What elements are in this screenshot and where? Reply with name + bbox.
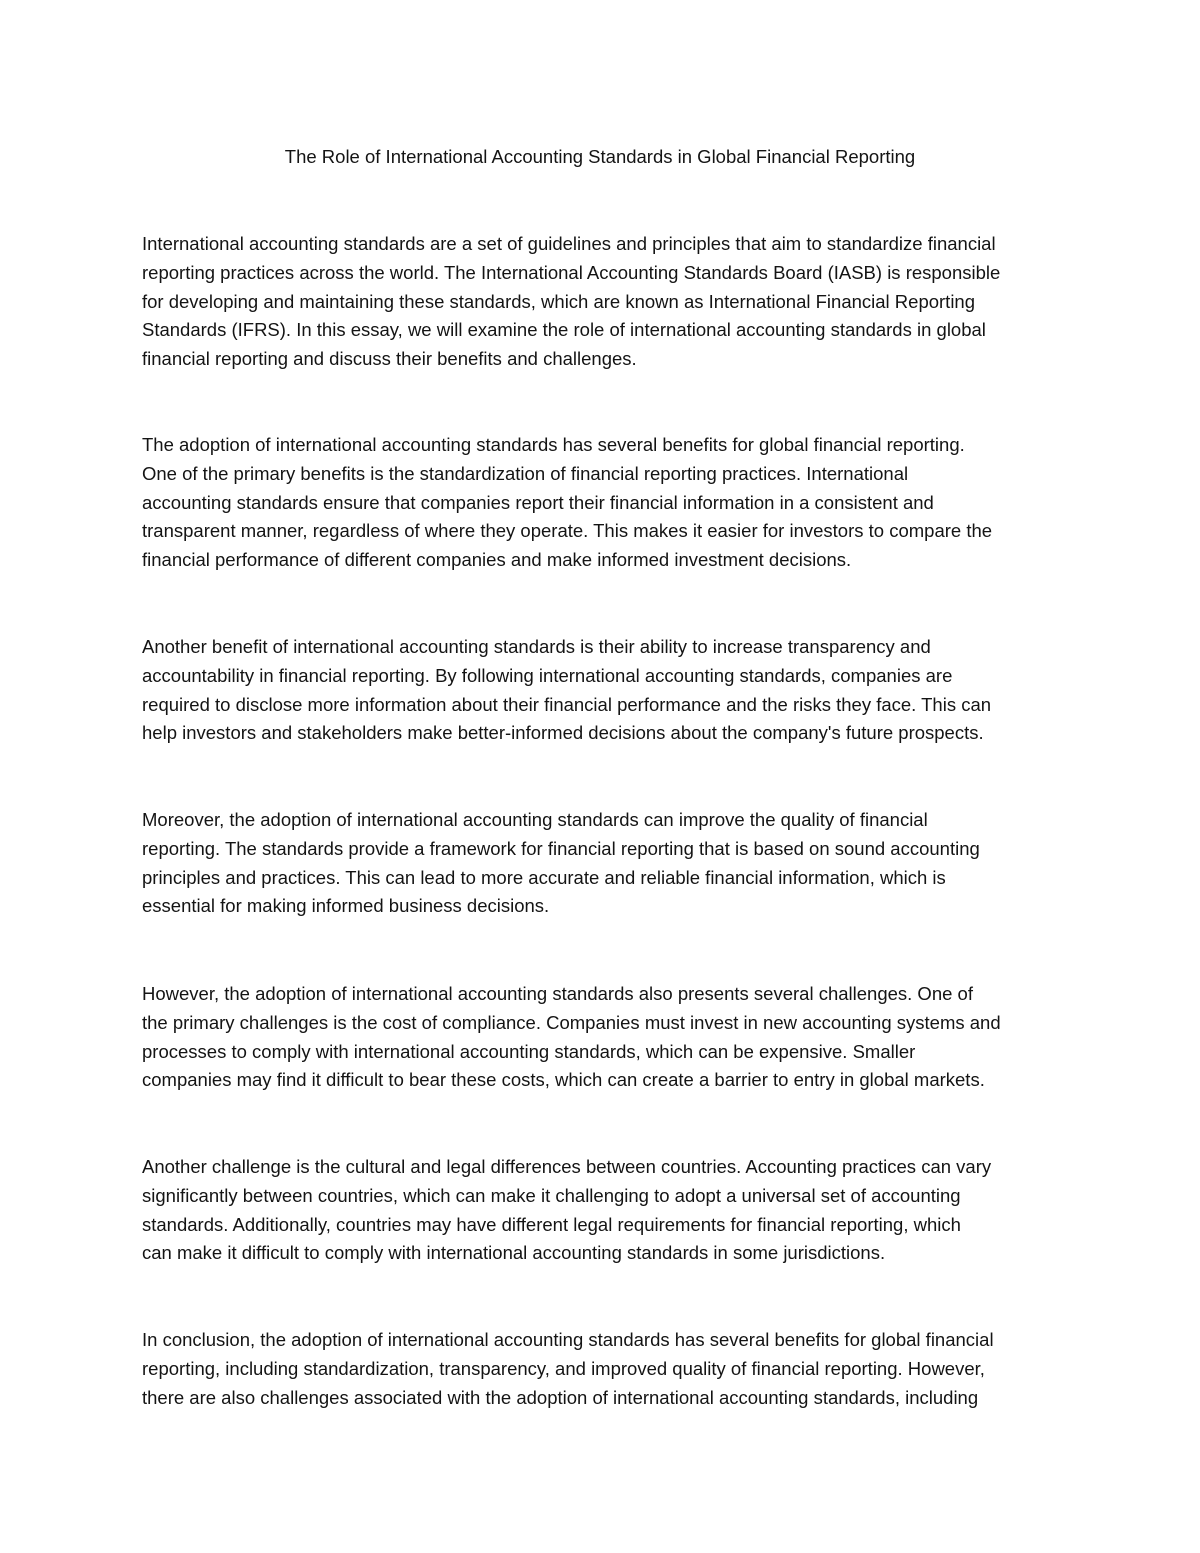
paragraph-benefits-quality <box>142 806 1082 921</box>
text-line: However, the adoption of international accounting standards also presents several challenges. One of <box>142 983 973 1004</box>
text-line: Another challenge is the cultural and legal differences between countries. Accounting practices can vary <box>142 1156 992 1177</box>
text-line: The adoption of international accounting standards has several benefits for global financial reporting. <box>142 434 965 455</box>
text-line: there are also challenges associated with the adoption of international accounting standards, including <box>142 1386 979 1408</box>
paragraph-challenges-differences <box>142 1153 1082 1268</box>
text-line: Moreover, the adoption of international accounting standards can improve the quality of financial <box>142 809 928 830</box>
text-line: reporting. The standards provide a framework for financial reporting that is based on sound accounting <box>142 837 980 859</box>
text-line: financial performance of different companies and make informed investment decisions. <box>142 549 852 570</box>
document-title: The Role of International Accounting Standards in Global Financial Reporting <box>284 146 916 167</box>
text-line: reporting, including standardization, transparency, and improved quality of financial reporting. However, <box>142 1357 985 1379</box>
paragraph-challenges-cost <box>142 980 1082 1095</box>
text-line: processes to comply with international accounting standards, which can be expensive. Smaller <box>142 1040 916 1062</box>
text-line: accountability in financial reporting. By following international accounting standards, companies are <box>142 664 953 686</box>
paragraph-conclusion <box>142 1326 1082 1412</box>
text-line: In conclusion, the adoption of international accounting standards has several benefits for global financial <box>142 1329 994 1350</box>
paragraph-benefits-standardization <box>142 431 1082 575</box>
text-line: companies may find it difficult to bear these costs, which can create a barrier to entry in global markets. <box>142 1069 985 1091</box>
text-line: financial reporting and discuss their benefits and challenges. <box>142 348 637 369</box>
paragraph-benefits-transparency <box>142 633 1082 748</box>
text-line: for developing and maintaining these standards, which are known as International Financial Reporting <box>142 290 976 312</box>
text-line: International accounting standards are a set of guidelines and principles that aim to standardize financial <box>142 233 996 254</box>
text-line: can make it difficult to comply with international accounting standards in some jurisdictions. <box>142 1242 886 1264</box>
text-line: essential for making informed business decisions. <box>142 895 550 917</box>
text-line: reporting practices across the world. The International Accounting Standards Board (IASB) is responsible <box>142 261 1001 283</box>
text-line: principles and practices. This can lead to more accurate and reliable financial information, which is <box>142 866 946 888</box>
text-line: standards. Additionally, countries may have different legal requirements for financial reporting, which <box>142 1213 961 1235</box>
text-line: Standards (IFRS). In this essay, we will examine the role of international accounting standards in global <box>142 319 986 341</box>
text-line: help investors and stakeholders make better-informed decisions about the company's future prospects. <box>142 722 984 744</box>
paragraph-introduction <box>142 230 1082 374</box>
text-line: One of the primary benefits is the standardization of financial reporting practices. International <box>142 462 909 484</box>
text-line: required to disclose more information about their financial performance and the risks they face. This can <box>142 693 992 715</box>
text-line: accounting standards ensure that companies report their financial information in a consistent and <box>142 491 934 513</box>
text-line: the primary challenges is the cost of compliance. Companies must invest in new accounting systems and <box>142 1011 1001 1033</box>
text-line: transparent manner, regardless of where they operate. This makes it easier for investors to compare the <box>142 520 993 542</box>
text-line: significantly between countries, which can make it challenging to adopt a universal set of accounting <box>142 1184 961 1206</box>
text-line: Another benefit of international accounting standards is their ability to increase transparency and <box>142 636 931 657</box>
